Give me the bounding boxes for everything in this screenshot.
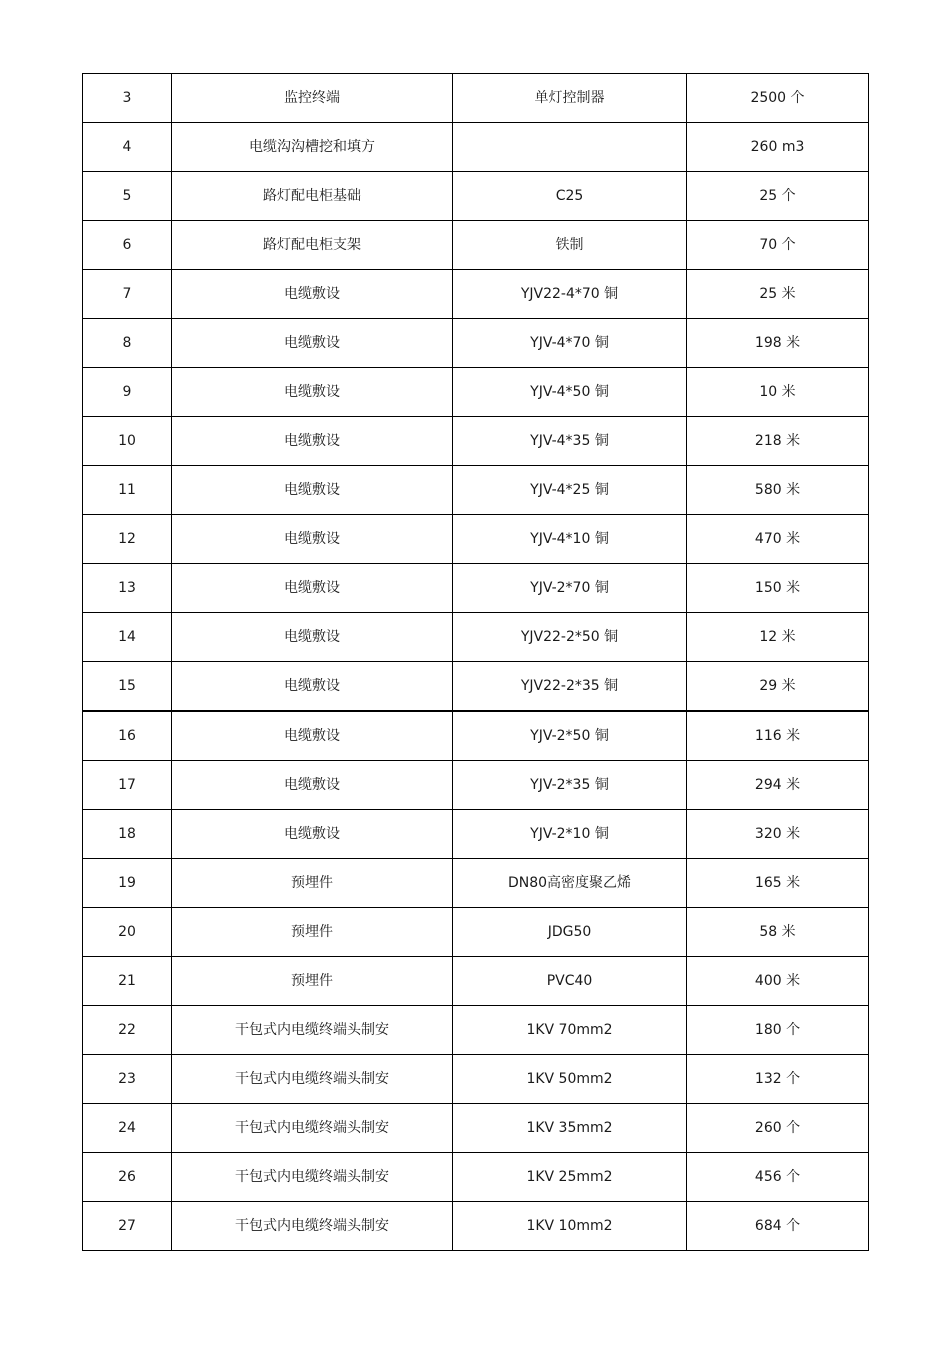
row-number-cell: 18	[83, 810, 172, 859]
row-number-cell: 27	[83, 1202, 172, 1251]
specification-cell: YJV-4*25 铜	[453, 466, 687, 515]
table-row	[83, 908, 869, 957]
specification-cell: YJV-2*70 铜	[453, 564, 687, 613]
row-number-cell: 6	[83, 221, 172, 270]
quantity-cell: 684 个	[687, 1202, 869, 1251]
item-name-cell: 电缆敷设	[172, 466, 453, 515]
row-number-cell: 11	[83, 466, 172, 515]
table-row	[83, 957, 869, 1006]
quantity-cell: 165 米	[687, 859, 869, 908]
quantity-cell: 150 米	[687, 564, 869, 613]
quantity-cell: 320 米	[687, 810, 869, 859]
row-number-cell: 24	[83, 1104, 172, 1153]
table-row	[83, 319, 869, 368]
item-name-cell: 电缆敷设	[172, 711, 453, 761]
specification-cell: 1KV 70mm2	[453, 1006, 687, 1055]
table-row	[83, 1006, 869, 1055]
row-number-cell: 16	[83, 711, 172, 761]
item-name-cell: 电缆敷设	[172, 270, 453, 319]
row-number-cell: 4	[83, 123, 172, 172]
table-row	[83, 123, 869, 172]
specification-cell: YJV-4*35 铜	[453, 417, 687, 466]
specification-cell: YJV-2*35 铜	[453, 761, 687, 810]
quantity-cell: 70 个	[687, 221, 869, 270]
specification-cell: 1KV 10mm2	[453, 1202, 687, 1251]
table-row	[83, 515, 869, 564]
specification-cell: 1KV 25mm2	[453, 1153, 687, 1202]
specification-cell: 1KV 50mm2	[453, 1055, 687, 1104]
table-row	[83, 74, 869, 123]
table-row	[83, 221, 869, 270]
item-name-cell: 路灯配电柜支架	[172, 221, 453, 270]
item-name-cell: 电缆敷设	[172, 662, 453, 712]
item-name-cell: 电缆敷设	[172, 564, 453, 613]
quantity-cell: 25 个	[687, 172, 869, 221]
row-number-cell: 26	[83, 1153, 172, 1202]
table-row	[83, 417, 869, 466]
item-name-cell: 电缆敷设	[172, 613, 453, 662]
specification-cell: YJV-4*10 铜	[453, 515, 687, 564]
quantity-cell: 470 米	[687, 515, 869, 564]
row-number-cell: 21	[83, 957, 172, 1006]
item-name-cell: 电缆敷设	[172, 761, 453, 810]
specification-cell: 单灯控制器	[453, 74, 687, 123]
row-number-cell: 12	[83, 515, 172, 564]
row-number-cell: 17	[83, 761, 172, 810]
row-number-cell: 22	[83, 1006, 172, 1055]
table-row	[83, 368, 869, 417]
quantity-cell: 400 米	[687, 957, 869, 1006]
quantity-cell: 294 米	[687, 761, 869, 810]
item-name-cell: 监控终端	[172, 74, 453, 123]
quantity-cell: 29 米	[687, 662, 869, 712]
quantity-cell: 260 m3	[687, 123, 869, 172]
row-number-cell: 19	[83, 859, 172, 908]
quantity-cell: 260 个	[687, 1104, 869, 1153]
item-name-cell: 预埋件	[172, 859, 453, 908]
table-row	[83, 1055, 869, 1104]
specification-cell: YJV22-2*50 铜	[453, 613, 687, 662]
item-name-cell: 电缆敷设	[172, 417, 453, 466]
item-name-cell: 预埋件	[172, 908, 453, 957]
quantity-cell: 2500 个	[687, 74, 869, 123]
specification-cell: YJV22-4*70 铜	[453, 270, 687, 319]
table-row	[83, 270, 869, 319]
quantity-cell: 198 米	[687, 319, 869, 368]
item-name-cell: 干包式内电缆终端头制安	[172, 1006, 453, 1055]
table-row	[83, 1104, 869, 1153]
quantities-table	[82, 73, 869, 1251]
quantity-cell: 116 米	[687, 711, 869, 761]
table-row	[83, 564, 869, 613]
item-name-cell: 电缆沟沟槽挖和填方	[172, 123, 453, 172]
item-name-cell: 电缆敷设	[172, 368, 453, 417]
table-row	[83, 761, 869, 810]
quantities-table-body	[83, 74, 869, 1251]
item-name-cell: 干包式内电缆终端头制安	[172, 1055, 453, 1104]
table-row	[83, 711, 869, 761]
row-number-cell: 20	[83, 908, 172, 957]
quantity-cell: 25 米	[687, 270, 869, 319]
quantity-cell: 132 个	[687, 1055, 869, 1104]
specification-cell: JDG50	[453, 908, 687, 957]
specification-cell: C25	[453, 172, 687, 221]
quantity-cell: 58 米	[687, 908, 869, 957]
quantity-cell: 180 个	[687, 1006, 869, 1055]
quantity-cell: 10 米	[687, 368, 869, 417]
specification-cell: 1KV 35mm2	[453, 1104, 687, 1153]
row-number-cell: 5	[83, 172, 172, 221]
specification-cell: YJV-4*50 铜	[453, 368, 687, 417]
row-number-cell: 23	[83, 1055, 172, 1104]
specification-cell: 铁制	[453, 221, 687, 270]
table-row	[83, 662, 869, 712]
row-number-cell: 3	[83, 74, 172, 123]
item-name-cell: 干包式内电缆终端头制安	[172, 1153, 453, 1202]
row-number-cell: 15	[83, 662, 172, 712]
item-name-cell: 电缆敷设	[172, 319, 453, 368]
specification-cell: PVC40	[453, 957, 687, 1006]
specification-cell	[453, 123, 687, 172]
specification-cell: YJV-4*70 铜	[453, 319, 687, 368]
item-name-cell: 干包式内电缆终端头制安	[172, 1104, 453, 1153]
table-row	[83, 466, 869, 515]
row-number-cell: 10	[83, 417, 172, 466]
item-name-cell: 干包式内电缆终端头制安	[172, 1202, 453, 1251]
row-number-cell: 9	[83, 368, 172, 417]
quantity-cell: 580 米	[687, 466, 869, 515]
quantity-cell: 12 米	[687, 613, 869, 662]
item-name-cell: 路灯配电柜基础	[172, 172, 453, 221]
row-number-cell: 13	[83, 564, 172, 613]
specification-cell: YJV22-2*35 铜	[453, 662, 687, 712]
table-row	[83, 810, 869, 859]
specification-cell: YJV-2*10 铜	[453, 810, 687, 859]
specification-cell: YJV-2*50 铜	[453, 711, 687, 761]
table-row	[83, 172, 869, 221]
item-name-cell: 预埋件	[172, 957, 453, 1006]
table-row	[83, 859, 869, 908]
row-number-cell: 14	[83, 613, 172, 662]
table-row	[83, 1153, 869, 1202]
item-name-cell: 电缆敷设	[172, 810, 453, 859]
row-number-cell: 7	[83, 270, 172, 319]
table-row	[83, 613, 869, 662]
row-number-cell: 8	[83, 319, 172, 368]
quantity-cell: 218 米	[687, 417, 869, 466]
quantity-cell: 456 个	[687, 1153, 869, 1202]
specification-cell: DN80高密度聚乙烯	[453, 859, 687, 908]
item-name-cell: 电缆敷设	[172, 515, 453, 564]
table-row	[83, 1202, 869, 1251]
